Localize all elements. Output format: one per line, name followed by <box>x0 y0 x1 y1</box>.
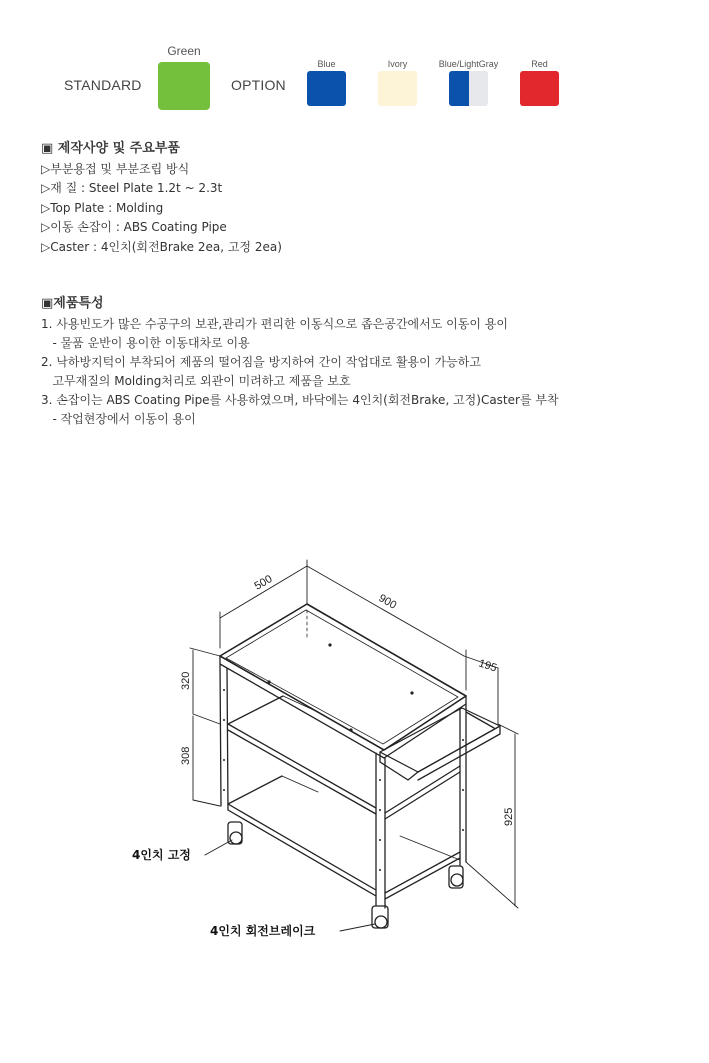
spec-line: ▷부분용접 및 부분조립 방식 <box>41 162 190 176</box>
dim-width-label: 900 <box>376 592 399 612</box>
feature-line: 1. 사용빈도가 많은 수공구의 보관,관리가 편리한 이동식으로 좁은공간에서도 이동이 용이 <box>41 317 508 331</box>
dim-handle-label: 195 <box>477 657 499 675</box>
feature-line: 2. 낙하방지턱이 부착되어 제품의 떨어짐을 방지하여 간이 작업대로 활용이 가능하고 <box>41 355 481 369</box>
spec-title: ▣ 제작사양 및 주요부품 <box>41 141 180 156</box>
dim-shelf-top-label: 320 <box>180 671 192 690</box>
spec-line: ▷이동 손잡이 : ABS Coating Pipe <box>41 220 227 235</box>
swatch-blue-caption: Blue <box>317 59 336 69</box>
option-label: OPTION <box>231 77 286 93</box>
feature-line: - 작업현장에서 이동이 용이 <box>41 412 196 426</box>
swatch-red-caption: Red <box>531 59 548 69</box>
spec-line: ▷재 질 : Steel Plate 1.2t ~ 2.3t <box>41 181 223 196</box>
top-plate <box>220 604 466 758</box>
swatch-ivory-caption: Ivory <box>387 59 408 69</box>
callout-brake-caster: 4인치 회전브레이크 <box>210 924 316 938</box>
dim-depth-label: 500 <box>252 573 275 593</box>
dimension-lines <box>190 560 518 908</box>
callout-fixed-caster: 4인치 고정 <box>132 848 191 862</box>
posts <box>220 610 466 908</box>
dim-height-label: 925 <box>503 807 515 826</box>
feature-line: 고무재질의 Molding처리로 외관이 미려하고 제품을 보호 <box>41 374 351 388</box>
push-handle <box>380 708 500 780</box>
dim-shelf-mid-label: 308 <box>180 746 192 765</box>
swatch-green-caption: Green <box>167 44 201 58</box>
middle-shelf <box>228 696 460 819</box>
swatch-blue-lightgray-caption: Blue/LightGray <box>438 59 499 69</box>
spec-line: ▷Top Plate : Molding <box>41 200 164 215</box>
standard-label: STANDARD <box>64 77 142 93</box>
features-title: ▣제품특성 <box>41 296 104 311</box>
feature-line: - 물품 운반이 용이한 이동대차로 이용 <box>41 336 250 350</box>
spec-line: ▷Caster : 4인치(회전Brake 2ea, 고정 2ea) <box>41 239 282 254</box>
feature-line: 3. 손잡이는 ABS Coating Pipe를 사용하였으며, 바닥에는 4인치(회전Brake, 고정)Caster를 부착 <box>41 393 559 407</box>
